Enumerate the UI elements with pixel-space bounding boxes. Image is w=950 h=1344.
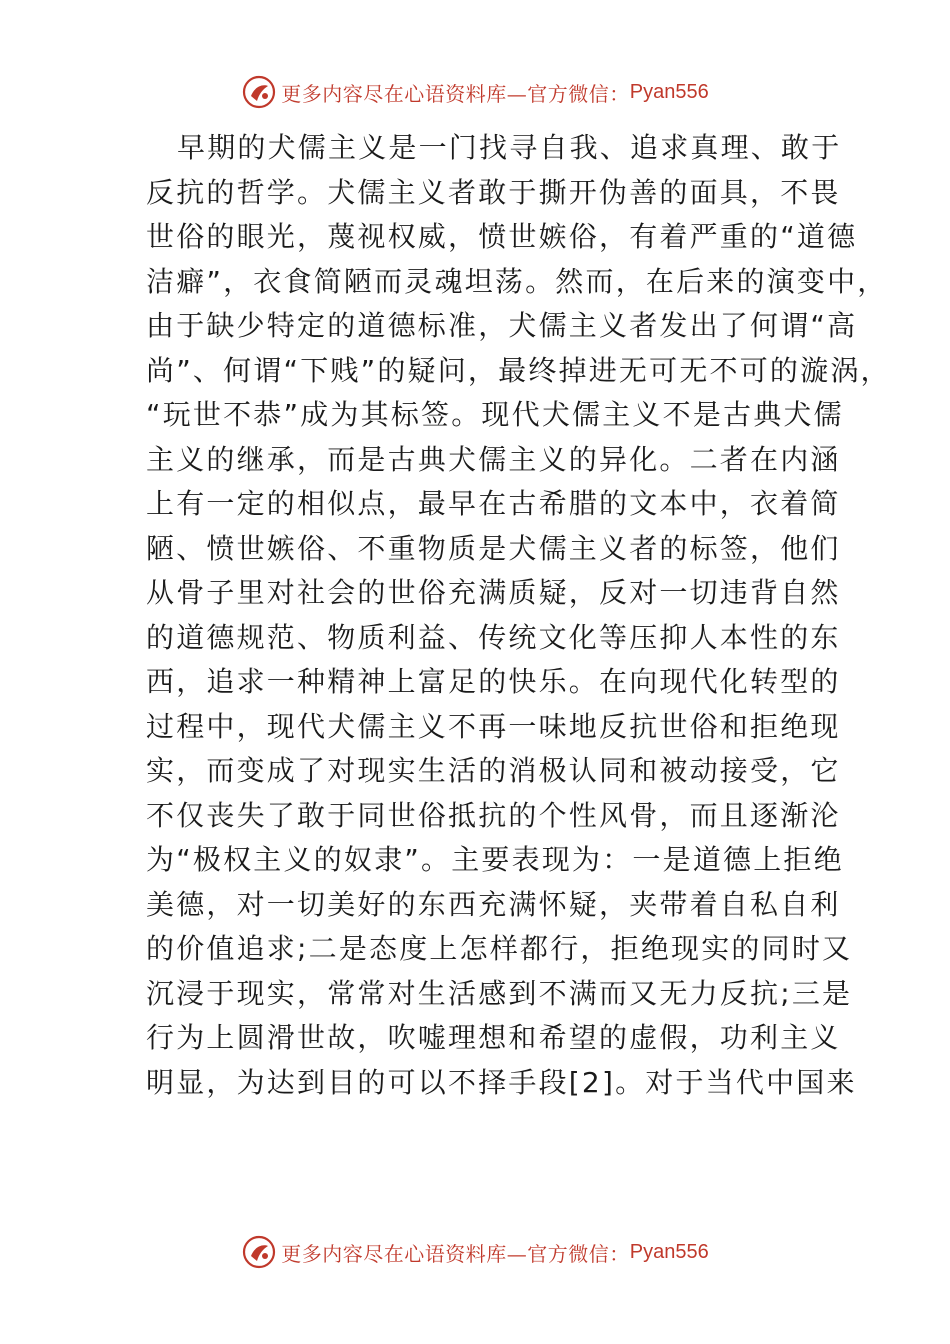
body-paragraph xyxy=(146,126,891,1105)
text-line: 明显，为达到目的可以不择手段[2]。对于当代中国来 xyxy=(146,1065,857,1099)
text-line: “玩世不恭”成为其标签。现代犬儒主义不是古典犬儒 xyxy=(146,398,844,431)
text-line: 由于缺少特定的道德标准，犬儒主义者发出了何谓“高 xyxy=(146,309,858,342)
footer-banner xyxy=(0,1232,950,1272)
text-line: 早期的犬儒主义是一门找寻自我、追求真理、敢于 xyxy=(177,131,842,164)
header-wechat-id: Pyan556 xyxy=(629,80,709,103)
text-line: 洁癖”，衣食简陋而灵魂坦荡。然而，在后来的演变中， xyxy=(146,264,888,298)
text-line: 反抗的哲学。犬儒主义者敢于撕开伪善的面具，不畏 xyxy=(146,175,841,209)
footer-wechat-id: Pyan556 xyxy=(629,1240,709,1263)
text-line: 主义的继承，而是古典犬儒主义的异化。二者在内涵 xyxy=(146,442,841,476)
text-line: 世俗的眼光，蔑视权威，愤世嫉俗，有着严重的“道德 xyxy=(146,220,858,253)
text-line: 不仅丧失了敢于同世俗抵抗的个性风骨，而且逐渐沦 xyxy=(146,798,841,832)
logo-icon xyxy=(241,74,277,110)
footer-banner-text: 更多内容尽在心语资料库—官方微信： xyxy=(281,1241,630,1266)
text-line: 实，而变成了对现实生活的消极认同和被动接受，它 xyxy=(146,754,841,787)
text-line: 过程中，现代犬儒主义不再一味地反抗世俗和拒绝现 xyxy=(146,709,841,743)
header-banner-text: 更多内容尽在心语资料库—官方微信： xyxy=(281,81,630,106)
header-banner xyxy=(0,72,950,112)
text-line: 为“极权主义的奴隶”。主要表现为：一是道德上拒绝 xyxy=(146,843,844,876)
text-line: 的道德规范、物质利益、传统文化等压抑人本性的东 xyxy=(146,620,841,654)
text-line: 西，追求一种精神上富足的快乐。在向现代化转型的 xyxy=(146,665,841,698)
text-line: 行为上圆滑世故，吹嘘理想和希望的虚假，功利主义 xyxy=(146,1021,841,1054)
text-line: 从骨子里对社会的世俗充满质疑，反对一切违背自然 xyxy=(146,576,841,609)
logo-icon xyxy=(241,1234,277,1270)
text-line: 的价值追求;二是态度上怎样都行，拒绝现实的同时又 xyxy=(146,932,853,965)
text-line: 沉浸于现实，常常对生活感到不满而又无力反抗;三是 xyxy=(146,976,853,1010)
text-line: 尚”、何谓“下贱”的疑问，最终掉进无可无不可的漩涡， xyxy=(146,353,891,387)
text-line: 上有一定的相似点，最早在古希腊的文本中，衣着简 xyxy=(146,487,841,520)
text-line: 陋、愤世嫉俗、不重物质是犬儒主义者的标签，他们 xyxy=(146,531,841,565)
text-line: 美德，对一切美好的东西充满怀疑，夹带着自私自利 xyxy=(146,887,841,921)
